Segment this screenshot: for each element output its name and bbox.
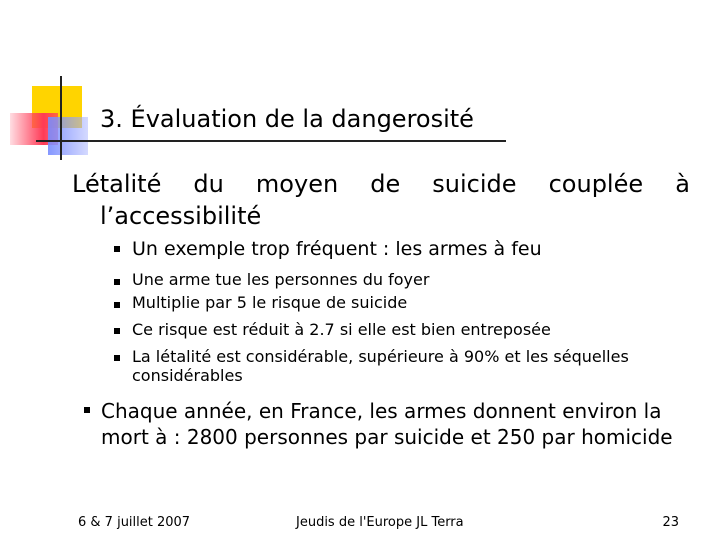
bullet-marker bbox=[114, 328, 120, 334]
level2-bullet-text: Multiplie par 5 le risque de suicide bbox=[132, 293, 408, 312]
bullet-marker bbox=[114, 246, 120, 252]
bottom-bullet-text: Chaque année, en France, les armes donnent environ la mort à : 2800 personnes par suicide et 250 par homicide bbox=[101, 399, 673, 449]
page-number: 23 bbox=[662, 515, 679, 530]
heading-word: couplée bbox=[548, 170, 644, 198]
decor-vertical-line bbox=[60, 76, 62, 160]
slide-heading bbox=[72, 168, 690, 232]
level2-bullet-text: La létalité est considérable, supérieure à 90% et les séquelles considérables bbox=[132, 347, 629, 385]
bullet-marker bbox=[114, 279, 120, 285]
heading-word: à bbox=[675, 170, 690, 198]
bullet-marker bbox=[114, 355, 120, 361]
heading-line-2: l’accessibilité bbox=[100, 202, 262, 230]
title-underline bbox=[36, 140, 506, 142]
heading-line-1 bbox=[72, 168, 690, 200]
bullet-marker bbox=[114, 302, 120, 308]
heading-word: du bbox=[193, 170, 224, 198]
level2-bullet-text: Ce risque est réduit à 2.7 si elle est bien entreposée bbox=[132, 320, 551, 339]
heading-word: suicide bbox=[432, 170, 517, 198]
heading-word: Létalité bbox=[72, 170, 162, 198]
footer-date: 6 & 7 juillet 2007 bbox=[78, 515, 191, 530]
decor-blue-square bbox=[48, 117, 88, 155]
footer-center-text: Jeudis de l'Europe JL Terra bbox=[296, 515, 464, 530]
slide-title: 3. Évaluation de la dangerosité bbox=[100, 105, 474, 133]
heading-word: moyen bbox=[255, 170, 339, 198]
heading-word: de bbox=[370, 170, 401, 198]
level1-bullet-text: Un exemple trop fréquent : les armes à feu bbox=[132, 238, 542, 260]
bullet-marker bbox=[84, 407, 90, 413]
level2-bullet-text: Une arme tue les personnes du foyer bbox=[132, 270, 430, 289]
